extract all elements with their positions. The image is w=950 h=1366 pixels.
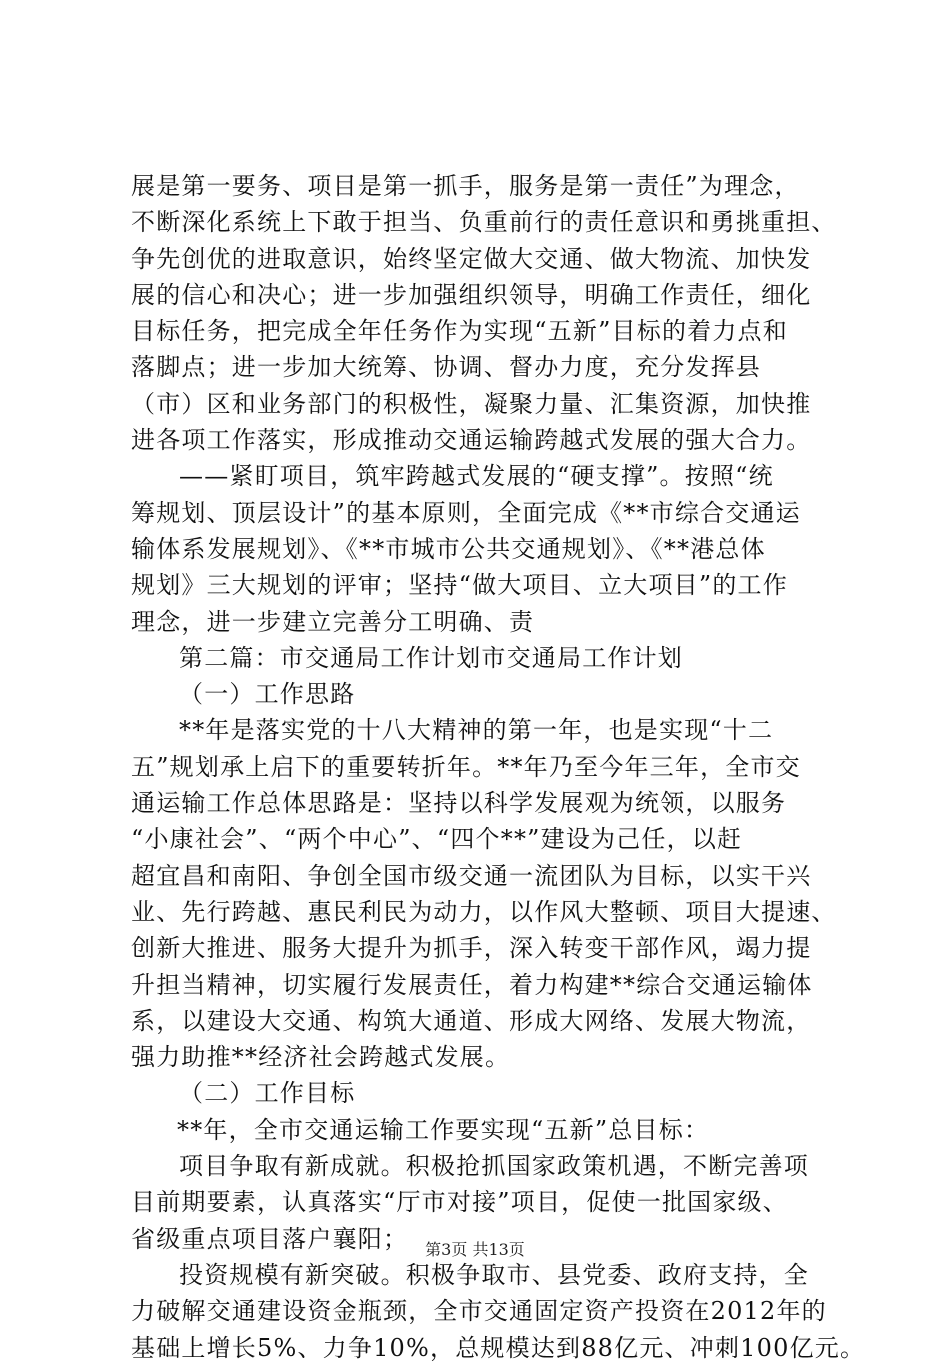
text-line: 不断深化系统上下敢于担当、负重前行的责任意识和勇挑重担、 xyxy=(131,208,837,237)
text-line: 业、先行跨越、惠民利民为动力，以作风大整顿、项目大提速、 xyxy=(131,897,837,926)
text-line: 项目争取有新成就。积极抢抓国家政策机遇，不断完善项 xyxy=(179,1152,809,1181)
text-line: 目标任务，把完成全年任务作为实现“五新”目标的着力点和 xyxy=(131,317,788,346)
text-line: 系，以建设大交通、构筑大通道、形成大网络、发展大物流， xyxy=(131,1006,812,1035)
text-line: 理念，进一步建立完善分工明确、责 xyxy=(131,607,535,636)
document-body xyxy=(131,168,866,1366)
section-heading: 第二篇：市交通局工作计划市交通局工作计划 xyxy=(179,643,683,672)
text-line: 超宜昌和南阳、争创全国市级交通一流团队为目标，以实干兴 xyxy=(131,861,812,890)
text-line: 五”规划承上启下的重要转折年。**年乃至今年三年，全市交 xyxy=(131,752,801,781)
text-line: 展的信心和决心；进一步加强组织领导，明确工作责任，细化 xyxy=(131,280,812,309)
text-line: 创新大推进、服务大提升为抓手，深入转变干部作风，竭力提 xyxy=(131,934,812,963)
text-line: 展是第一要务、项目是第一抓手，服务是第一责任”为理念， xyxy=(131,172,800,200)
text-line: 通运输工作总体思路是：坚持以科学发展观为统领，以服务 xyxy=(131,789,787,818)
text-line: ——紧盯项目，筑牢跨越式发展的“硬支撑”。按照“统 xyxy=(179,462,774,491)
text-line: 升担当精神，切实履行发展责任，着力构建**综合交通运输体 xyxy=(131,970,813,999)
text-line: 省级重点项目落户襄阳； xyxy=(131,1224,409,1253)
text-line: 筹规划、顶层设计”的基本原则，全面完成《**市综合交通运 xyxy=(131,498,801,527)
text-line: 争先创优的进取意识，始终坚定做大交通、做大物流、加快发 xyxy=(131,244,812,273)
subsection-heading: （一）工作思路 xyxy=(179,680,356,709)
text-line: “小康社会”、“两个中心”、“四个**”建设为己任，以赶 xyxy=(131,825,743,854)
text-line: 规划》三大规划的评审；坚持“做大项目、立大项目”的工作 xyxy=(131,571,788,600)
text-line: 强力助推**经济社会跨越式发展。 xyxy=(131,1043,511,1072)
text-line: 目前期要素，认真落实“厅市对接”项目，促使一批国家级、 xyxy=(131,1188,788,1217)
subsection-heading: （二）工作目标 xyxy=(179,1079,356,1108)
text-line: 进各项工作落实，形成推动交通运输跨越式发展的强大合力。 xyxy=(131,426,812,455)
text-line: 投资规模有新突破。积极争取市、县党委、政府支持，全 xyxy=(179,1260,809,1289)
text-line: 力破解交通建设资金瓶颈，全市交通固定资产投资在2012年的 xyxy=(131,1297,827,1326)
text-line: 输体系发展规划》、《**市城市公共交通规划》、《**港总体 xyxy=(131,534,766,563)
text-line: 基础上增长5%、力争10%，总规模达到88亿元、冲刺100亿元。 xyxy=(131,1333,866,1362)
page-number: 第3页 共13页 xyxy=(425,1240,525,1259)
text-line: **年，全市交通运输工作要实现“五新”总目标： xyxy=(177,1115,710,1144)
text-line: 落脚点；进一步加大统筹、协调、督办力度，充分发挥县 xyxy=(131,353,761,382)
text-line: **年是落实党的十八大精神的第一年，也是实现“十二 xyxy=(179,716,774,745)
text-line: （市）区和业务部门的积极性，凝聚力量、汇集资源，加快推 xyxy=(131,389,812,418)
